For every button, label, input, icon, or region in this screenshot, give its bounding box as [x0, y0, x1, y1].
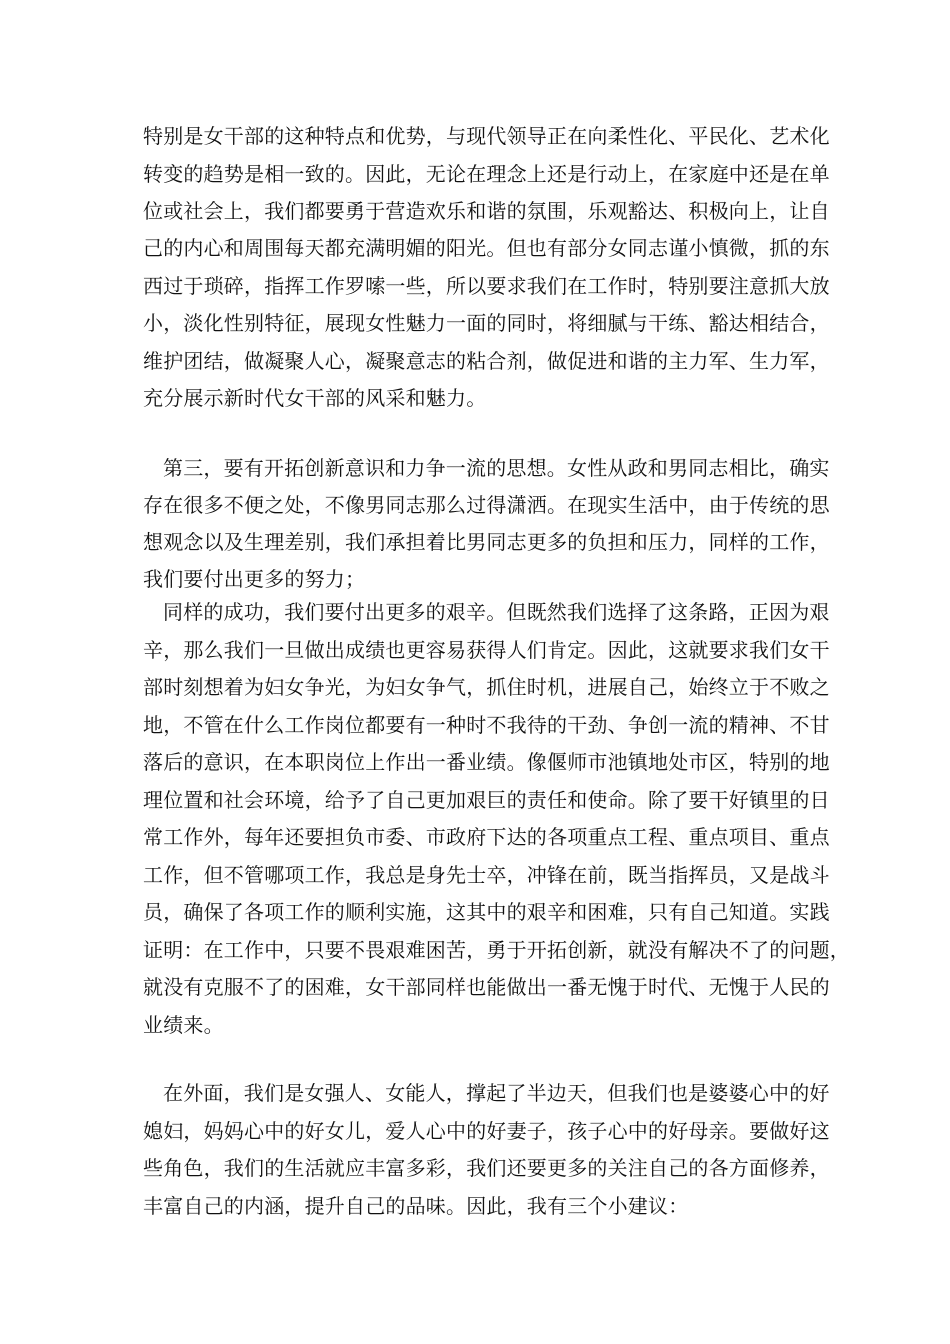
text-line: 就没有克服不了的困难，女干部同样也能做出一番无愧于时代、无愧于人民的 [143, 975, 830, 999]
text-line: 我们要付出更多的努力； [143, 567, 366, 591]
text-line: 落后的意识，在本职岗位上作出一番业绩。像偃师市池镇地处市区，特别的地 [143, 750, 830, 774]
text-line: 业绩来。 [143, 1013, 224, 1037]
text-line: 常工作外，每年还要担负市委、市政府下达的各项重点工程、重点项目、重点 [143, 825, 830, 849]
text-line: 部时刻想着为妇女争光，为妇女争气，抓住时机，进展自己，始终立于不败之 [143, 675, 830, 699]
text-line: 己的内心和周围每天都充满明媚的阳光。但也有部分女同志谨小慎微，抓的东 [143, 236, 830, 260]
text-line: 证明：在工作中，只要不畏艰难困苦，勇于开拓创新，就没有解决不了的问题， [143, 938, 850, 962]
paragraph-start-line: 同样的成功，我们要付出更多的艰辛。但既然我们选择了这条路，正因为艰 [163, 600, 830, 624]
paragraph-start-line: 第三，要有开拓创新意识和力争一流的思想。女性从政和男同志相比，确实 [163, 456, 830, 480]
text-line: 特别是女干部的这种特点和优势，与现代领导正在向柔性化、平民化、艺术化 [143, 124, 830, 148]
text-line: 地，不管在什么工作岗位都要有一种时不我待的干劲、争创一流的精神、不甘 [143, 713, 830, 737]
text-line: 位或社会上，我们都要勇于营造欢乐和谐的氛围，乐观豁达、积极向上，让自 [143, 199, 830, 223]
text-line: 理位置和社会环境，给予了自己更加艰巨的责任和使命。除了要干好镇里的日 [143, 788, 830, 812]
text-line: 想观念以及生理差别，我们承担着比男同志更多的负担和压力，同样的工作， [143, 530, 830, 554]
text-line: 工作，但不管哪项工作，我总是身先士卒，冲锋在前，既当指挥员，又是战斗 [143, 863, 830, 887]
paragraph-start-line: 在外面，我们是女强人、女能人，撑起了半边天，但我们也是婆婆心中的好 [163, 1081, 830, 1105]
text-line: 小，淡化性别特征，展现女性魅力一面的同时，将细腻与干练、豁达相结合， [143, 311, 830, 335]
text-line: 西过于琐碎，指挥工作罗嗦一些，所以要求我们在工作时，特别要注意抓大放 [143, 274, 830, 298]
text-line: 辛，那么我们一旦做出成绩也更容易获得人们肯定。因此，这就要求我们女干 [143, 638, 830, 662]
text-line: 充分展示新时代女干部的风采和魅力。 [143, 386, 487, 410]
text-line: 些角色，我们的生活就应丰富多彩，我们还要更多的关注自己的各方面修养， [143, 1156, 830, 1180]
text-line: 存在很多不便之处，不像男同志那么过得潇洒。在现实生活中，由于传统的思 [143, 493, 830, 517]
text-line: 丰富自己的内涵，提升自己的品味。因此，我有三个小建议： [143, 1194, 689, 1218]
text-line: 媳妇，妈妈心中的好女儿，爱人心中的好妻子，孩子心中的好母亲。要做好这 [143, 1119, 830, 1143]
text-line: 员，确保了各项工作的顺利实施，这其中的艰辛和困难，只有自己知道。实践 [143, 900, 830, 924]
text-line: 转变的趋势是相一致的。因此，无论在理念上还是行动上，在家庭中还是在单 [143, 162, 830, 186]
text-line: 维护团结，做凝聚人心，凝聚意志的粘合剂，做促进和谐的主力军、生力军， [143, 349, 830, 373]
